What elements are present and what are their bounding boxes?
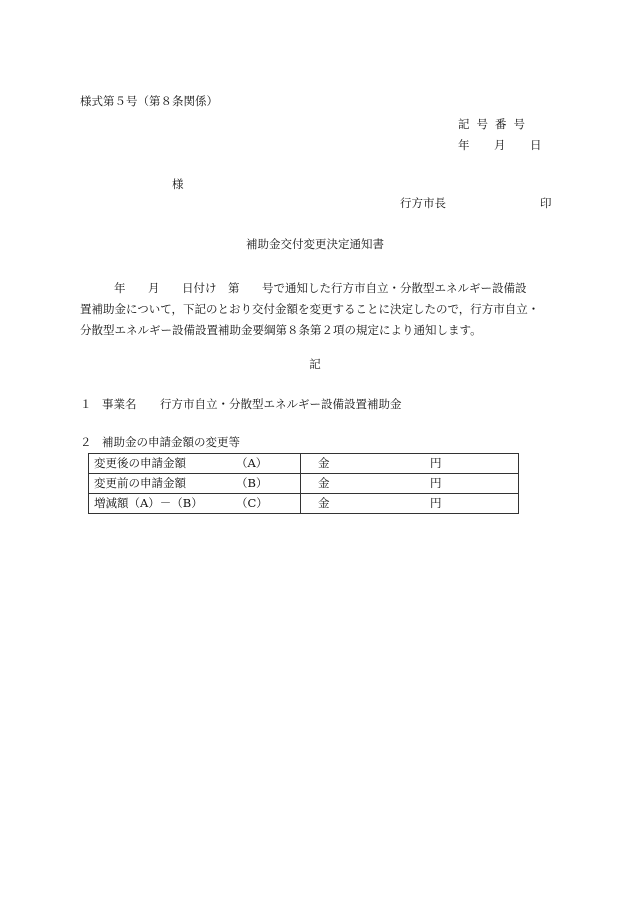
amount-label-cell: [89, 474, 301, 494]
amount-prefix: 金: [318, 455, 330, 470]
issue-date: [458, 140, 542, 152]
body-number-prefix: 第: [228, 281, 240, 295]
item1-label: 事業名: [102, 397, 137, 411]
amount-suffix: 円: [430, 455, 442, 470]
amount-suffix: 円: [430, 495, 442, 510]
table-row: [89, 474, 519, 494]
seal-mark: 印: [540, 196, 552, 210]
date-day-label: 日: [530, 138, 542, 152]
body-line2: 置補助金について，下記のとおり交付金額を変更することに決定したので，行方市自立・: [80, 302, 540, 316]
table-row: [89, 494, 519, 514]
amount-code: （B）: [236, 475, 268, 490]
amount-prefix: 金: [318, 495, 330, 510]
amount-value-cell: [301, 474, 519, 494]
amount-label: 変更前の申請金額: [94, 475, 186, 490]
amount-code: （A）: [236, 455, 268, 470]
item-amount-change: [80, 437, 240, 449]
amount-prefix: 金: [318, 475, 330, 490]
item1-number: １: [80, 397, 92, 411]
item2-number: ２: [80, 435, 92, 449]
item2-label: 補助金の申請金額の変更等: [102, 435, 240, 449]
ki-label: 記: [309, 357, 321, 371]
amount-label-cell: [89, 494, 301, 514]
amount-label: 変更後の申請金額: [94, 455, 186, 470]
item1-value: 行方市自立・分散型エネルギー設備設置補助金: [160, 397, 402, 411]
date-year-label: 年: [458, 138, 470, 152]
document-title: 補助金交付変更決定通知書: [246, 237, 384, 251]
body-line1-rest: 号で通知した行方市自立・分散型エネルギー設備設: [262, 281, 527, 295]
form-number: 様式第５号（第８条関係）: [80, 94, 218, 108]
addressee-suffix: 様: [172, 177, 184, 191]
notice-body: [80, 278, 560, 341]
amount-code: （C）: [236, 495, 268, 510]
body-date-month: 月: [148, 281, 160, 295]
date-month-label: 月: [494, 138, 506, 152]
item-project-name: [80, 399, 402, 411]
document-number-label: 記号番号: [458, 117, 532, 131]
amount-table: [88, 453, 519, 514]
issuer-name: 行方市長: [400, 196, 446, 210]
table-row: [89, 454, 519, 474]
amount-suffix: 円: [430, 475, 442, 490]
amount-label-cell: [89, 454, 301, 474]
amount-value-cell: [301, 494, 519, 514]
amount-value-cell: [301, 454, 519, 474]
body-date-day: 日付け: [182, 281, 217, 295]
amount-label: 増減額（A）－（B）: [94, 495, 203, 510]
body-line3: 分散型エネルギー設備設置補助金要綱第８条第２項の規定により通知します。: [80, 323, 482, 337]
body-date-year: 年: [114, 281, 126, 295]
